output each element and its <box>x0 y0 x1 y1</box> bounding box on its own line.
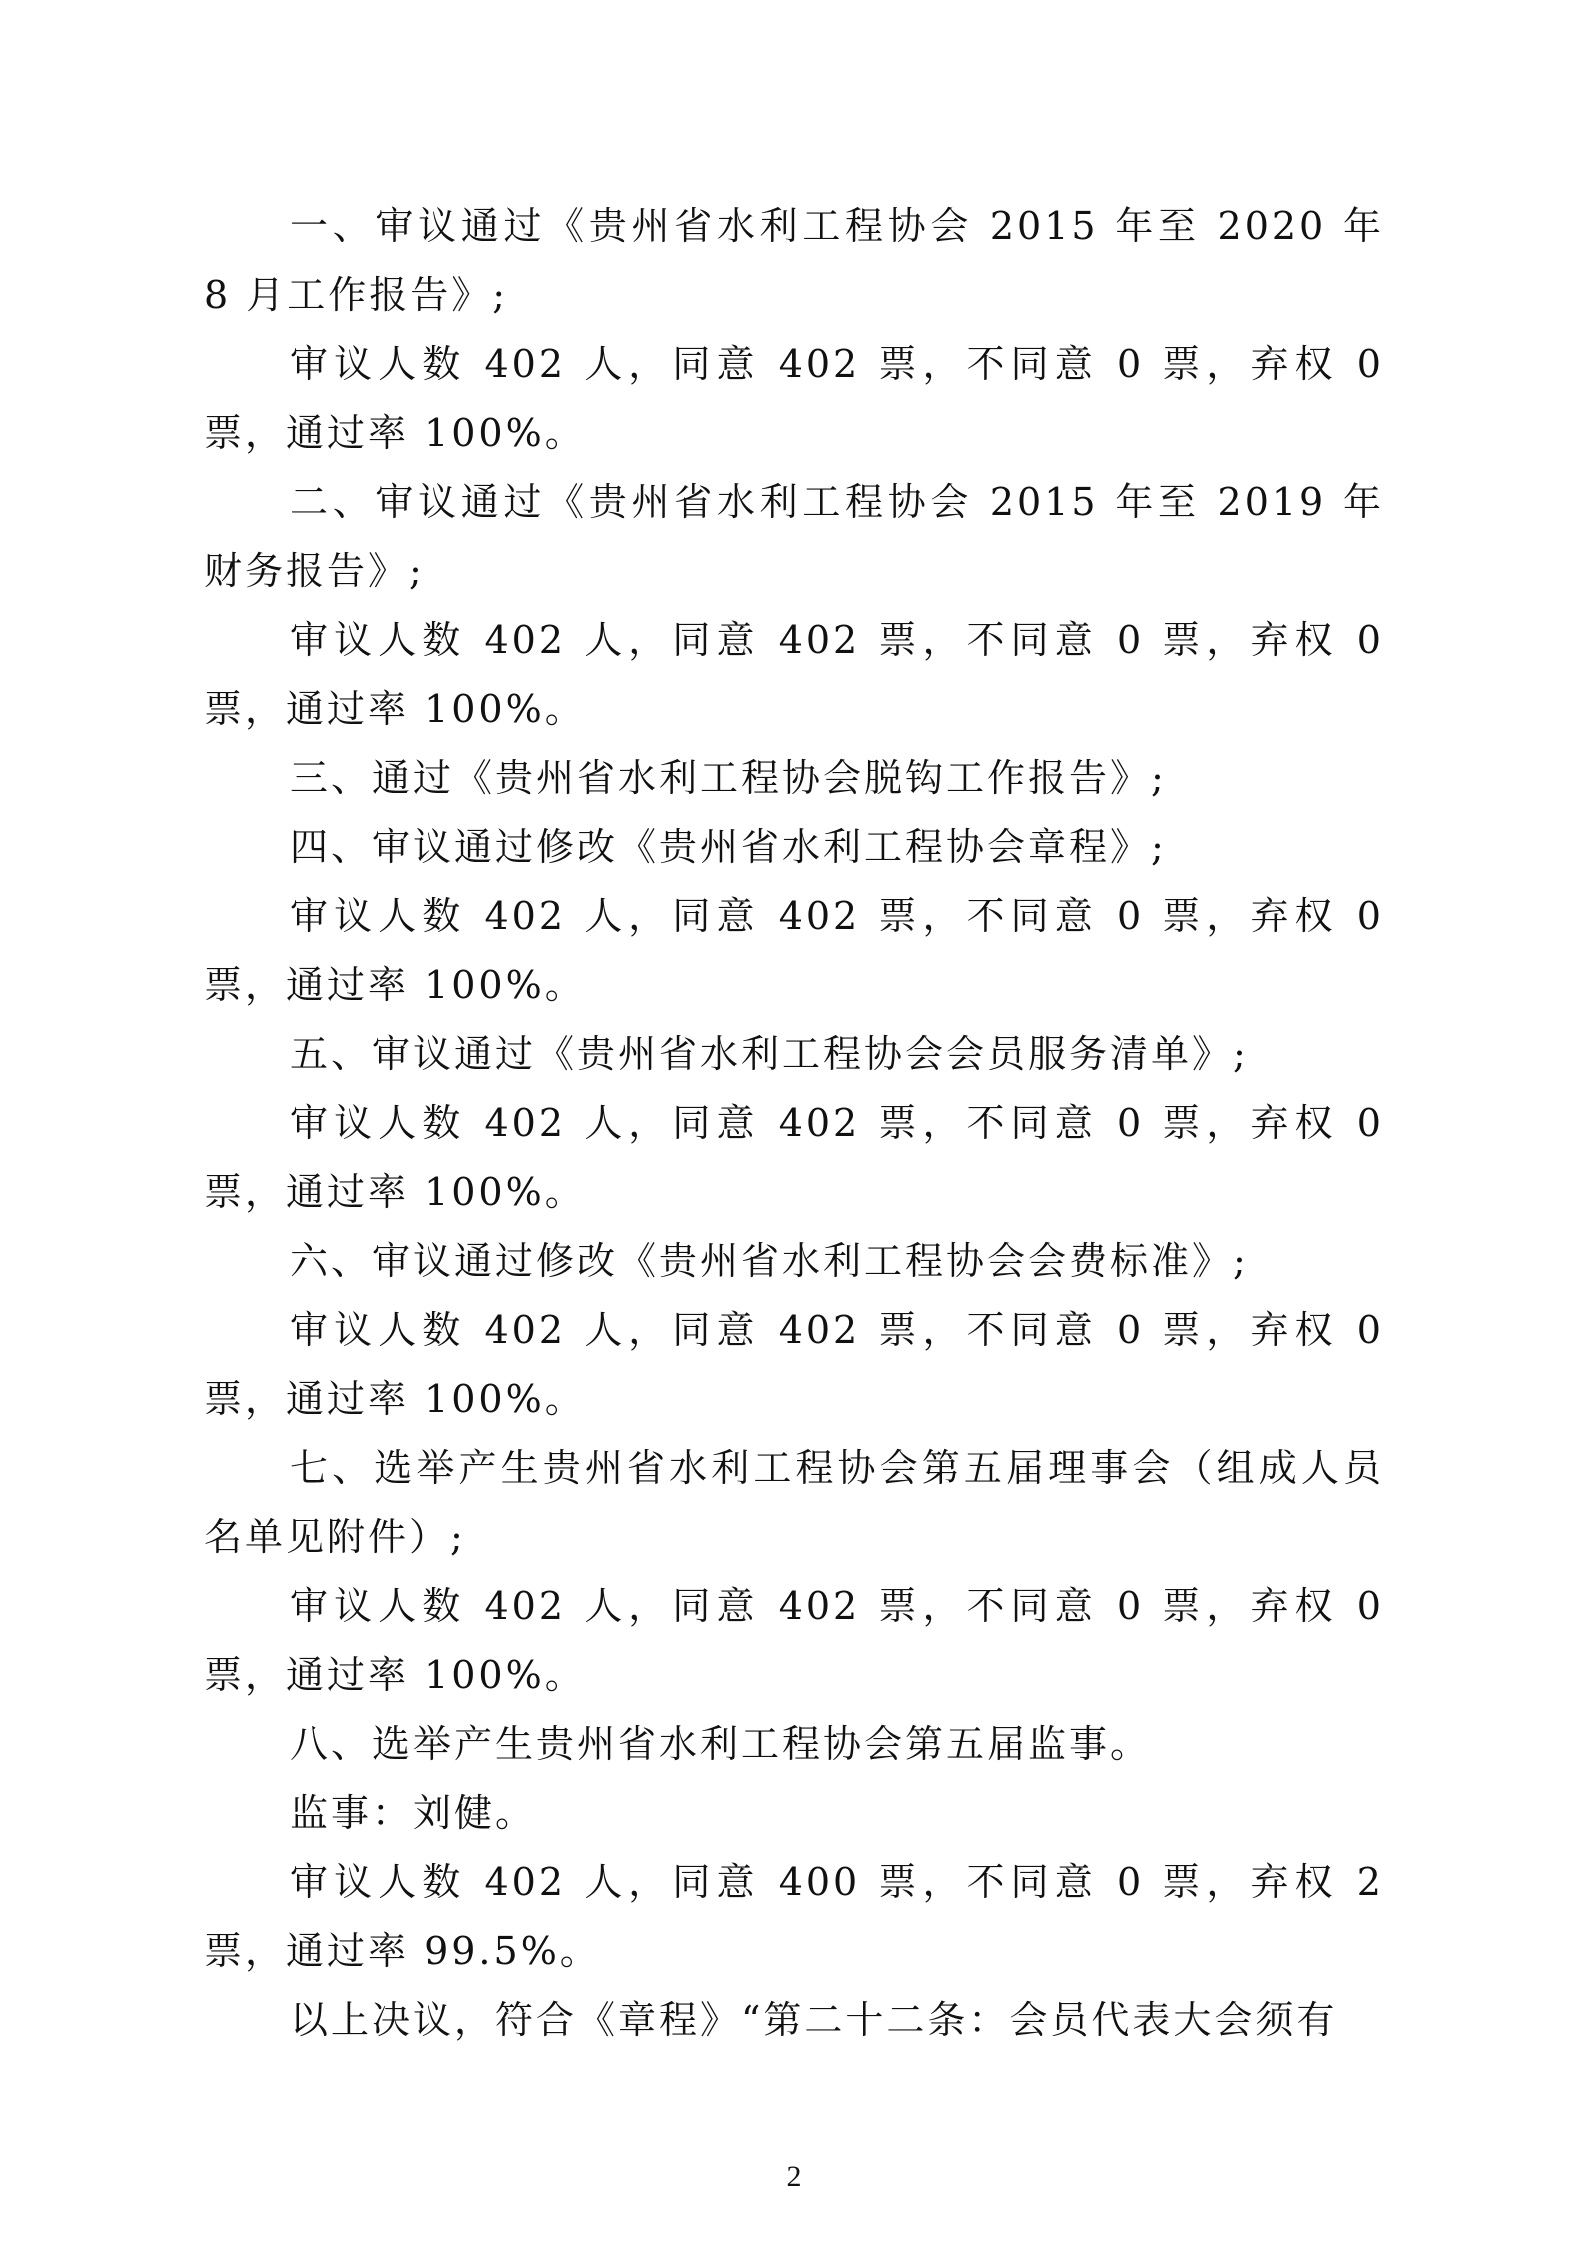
page-number: 2 <box>786 2160 802 2193</box>
resolution-5-vote: 审议人数 402 人，同意 402 票，不同意 0 票，弃权 0 票，通过率 100%。 <box>204 1101 1384 1214</box>
resolution-7-vote: 审议人数 402 人，同意 402 票，不同意 0 票，弃权 0 票，通过率 100%。 <box>204 1584 1384 1697</box>
resolution-4-vote: 审议人数 402 人，同意 402 票，不同意 0 票，弃权 0 票，通过率 100%。 <box>204 894 1384 1007</box>
resolution-3-title: 三、通过《贵州省水利工程协会脱钩工作报告》; <box>290 756 1167 800</box>
resolution-8-title: 八、选举产生贵州省水利工程协会第五届监事。 <box>290 1722 1152 1766</box>
resolution-2-title: 二、审议通过《贵州省水利工程协会 2015 年至 2019 年财务报告》; <box>204 480 1384 593</box>
resolution-6-title: 六、审议通过修改《贵州省水利工程协会会费标准》; <box>290 1239 1249 1283</box>
supervisor-name: 监事：刘健。 <box>290 1791 537 1835</box>
resolution-1-vote: 审议人数 402 人，同意 402 票，不同意 0 票，弃权 0 票，通过率 100%。 <box>204 342 1384 455</box>
resolution-1-title: 一、审议通过《贵州省水利工程协会 2015 年至 2020 年 8 月工作报告》; <box>204 204 1384 317</box>
resolution-5-title: 五、审议通过《贵州省水利工程协会会员服务清单》; <box>290 1032 1249 1076</box>
resolution-8-vote: 审议人数 402 人，同意 400 票，不同意 0 票，弃权 2 票，通过率 99.5%。 <box>204 1860 1384 1973</box>
resolution-7-title: 七、选举产生贵州省水利工程协会第五届理事会（组成人员名单见附件）; <box>204 1446 1384 1559</box>
resolution-2-vote: 审议人数 402 人，同意 402 票，不同意 0 票，弃权 0 票，通过率 100%。 <box>204 618 1384 731</box>
document-body <box>204 192 1384 2055</box>
closing-statement: 以上决议，符合《章程》“第二十二条：会员代表大会须有 <box>290 1998 1338 2042</box>
resolution-4-title: 四、审议通过修改《贵州省水利工程协会章程》; <box>290 825 1167 869</box>
resolution-6-vote: 审议人数 402 人，同意 402 票，不同意 0 票，弃权 0 票，通过率 100%。 <box>204 1308 1384 1421</box>
